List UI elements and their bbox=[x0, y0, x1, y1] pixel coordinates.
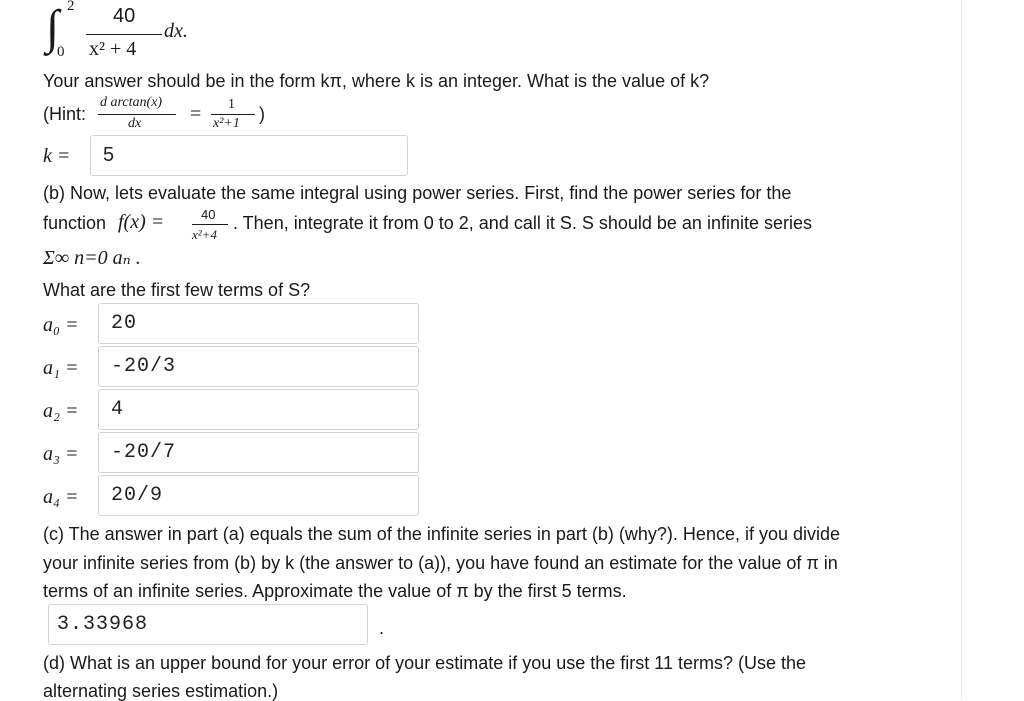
term-a0-label: a₀ = bbox=[43, 314, 79, 336]
k-input[interactable] bbox=[90, 135, 408, 176]
part-a-prompt: Your answer should be in the form kπ, where k is an integer. What is the value of k? bbox=[43, 71, 710, 91]
part-b-line1: (b) Now, lets evaluate the same integral using power series. First, find the power series for the bbox=[43, 183, 792, 203]
hint-open: (Hint: bbox=[43, 104, 87, 124]
hint-rhs-numerator: 1 bbox=[228, 97, 235, 112]
part-b-line2-suffix: . Then, integrate it from 0 to 2, and call it S. S should be an infinite series bbox=[233, 213, 812, 233]
hint-rhs-denominator: x²+1 bbox=[213, 116, 240, 131]
integral-denominator: x² + 4 bbox=[89, 38, 137, 60]
integral-sign: ∫ bbox=[46, 1, 60, 54]
term-a1-value: -20/3 bbox=[111, 355, 177, 378]
pi-estimate-input[interactable] bbox=[48, 604, 368, 645]
term-a0-input[interactable] bbox=[98, 303, 419, 344]
hint-close: ) bbox=[259, 104, 265, 124]
part-b-function-name: f(x) = bbox=[118, 211, 165, 233]
term-a2-value: 4 bbox=[111, 398, 125, 421]
term-a1-label: a₁ = bbox=[43, 357, 79, 379]
integral-numerator: 40 bbox=[113, 5, 136, 27]
hint-equals: = bbox=[190, 103, 202, 125]
part-c-line3: terms of an infinite series. Approximate the value of π by the first 5 terms. bbox=[43, 581, 627, 601]
term-a3-value: -20/7 bbox=[111, 441, 177, 464]
part-b-question: What are the first few terms of S? bbox=[43, 280, 311, 300]
hint-denominator: dx bbox=[128, 116, 142, 131]
term-a2-input[interactable] bbox=[98, 389, 419, 430]
integral-fraction-bar bbox=[86, 34, 162, 35]
pi-estimate-value: 3.33968 bbox=[57, 613, 149, 636]
integral-upper-limit: 2 bbox=[67, 0, 75, 14]
part-b-f-denominator: x²+4 bbox=[192, 227, 217, 242]
part-c-line2: your infinite series from (b) by k (the answer to (a)), you have found an estimate for the value of π in bbox=[43, 553, 838, 573]
term-a4-input[interactable] bbox=[98, 475, 419, 516]
integral-dx: dx. bbox=[164, 20, 188, 42]
part-b-f-fraction-bar bbox=[192, 224, 228, 225]
part-c-line1: (c) The answer in part (a) equals the sum of the infinite series in part (b) (why?). Hence, if you divide bbox=[43, 524, 841, 544]
term-a4-label: a₄ = bbox=[43, 486, 79, 508]
pi-estimate-trailing: . bbox=[379, 618, 385, 638]
k-label: k = bbox=[43, 145, 71, 167]
part-d-line2: alternating series estimation.) bbox=[43, 681, 279, 701]
hint-rhs-fraction-bar bbox=[211, 114, 255, 115]
term-a3-input[interactable] bbox=[98, 432, 419, 473]
part-d-line1: (d) What is an upper bound for your error of your estimate if you use the first 11 terms? (Use the bbox=[43, 653, 807, 673]
term-a2-label: a₂ = bbox=[43, 400, 79, 422]
term-a1-input[interactable] bbox=[98, 346, 419, 387]
term-a3-label: a₃ = bbox=[43, 443, 79, 465]
term-a4-value: 20/9 bbox=[111, 484, 164, 507]
part-b-series: Σ∞ n=0 aₙ . bbox=[43, 247, 141, 269]
part-b-function-prefix: function bbox=[43, 213, 107, 233]
k-value: 5 bbox=[103, 144, 115, 166]
hint-fraction-bar bbox=[98, 114, 176, 115]
part-b-f-numerator: 40 bbox=[201, 207, 216, 222]
hint-numerator: d arctan(x) bbox=[100, 95, 163, 110]
integral-lower-limit: 0 bbox=[57, 44, 65, 60]
term-a0-value: 20 bbox=[111, 312, 138, 335]
